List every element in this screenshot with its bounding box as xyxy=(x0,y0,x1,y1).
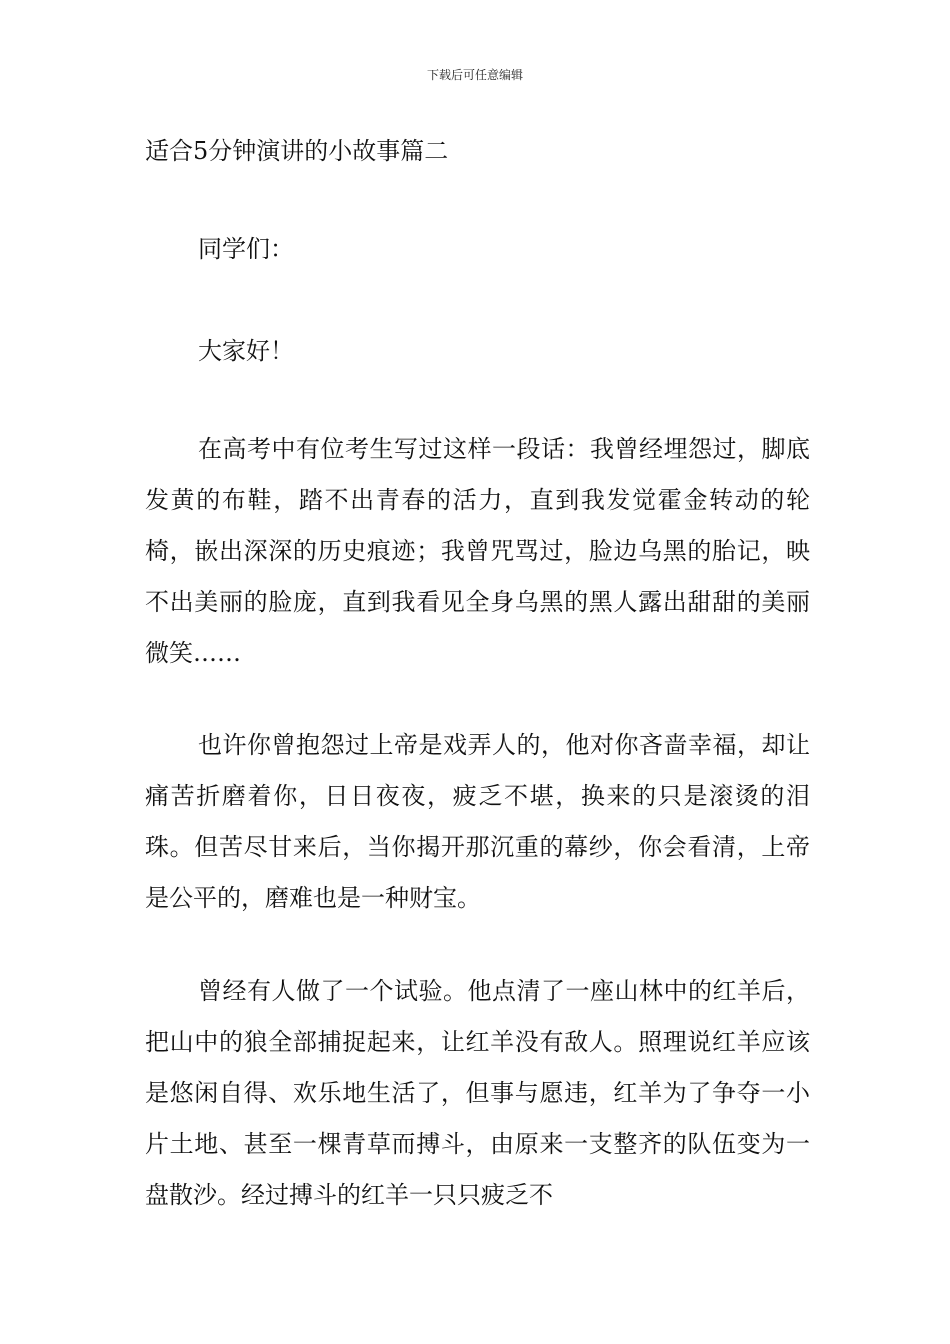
paragraph-greeting: 同学们： xyxy=(198,235,294,263)
paragraph-hello: 大家好！ xyxy=(198,337,294,365)
paragraph-gaokao-essay: 在高考中有位考生写过这样一段话：我曾经埋怨过，脚底发黄的布鞋，踏不出青春的活力，直到我发觉霍金转动的轮椅，嵌出深深的历史痕迹；我曾咒骂过，脸边乌黑的胎记，映不出美丽的脸庞，直到我看见全身乌黑的黑人露出甜甜的美丽微笑…… xyxy=(145,435,810,667)
document-title: 适合5分钟演讲的小故事篇二 xyxy=(145,137,449,165)
paragraph-god-is-fair: 也许你曾抱怨过上帝是戏弄人的，他对你吝啬幸福，却让痛苦折磨着你，日日夜夜，疲乏不堪，换来的只是滚烫的泪珠。但苦尽甘来后，当你揭开那沉重的幕纱，你会看清，上帝是公平的，磨难也是一种财宝。 xyxy=(145,731,810,912)
page-header-note: 下载后可任意编辑 xyxy=(426,68,523,82)
paragraph-red-sheep-experiment: 曾经有人做了一个试验。他点清了一座山林中的红羊后，把山中的狼全部捕捉起来，让红羊没有敌人。照理说红羊应该是悠闲自得、欢乐地生活了，但事与愿违，红羊为了争夺一小片土地、甚至一棵青草而搏斗，由原来一支整齐的队伍变为一盘散沙。经过搏斗的红羊一只只疲乏不 xyxy=(145,977,810,1209)
